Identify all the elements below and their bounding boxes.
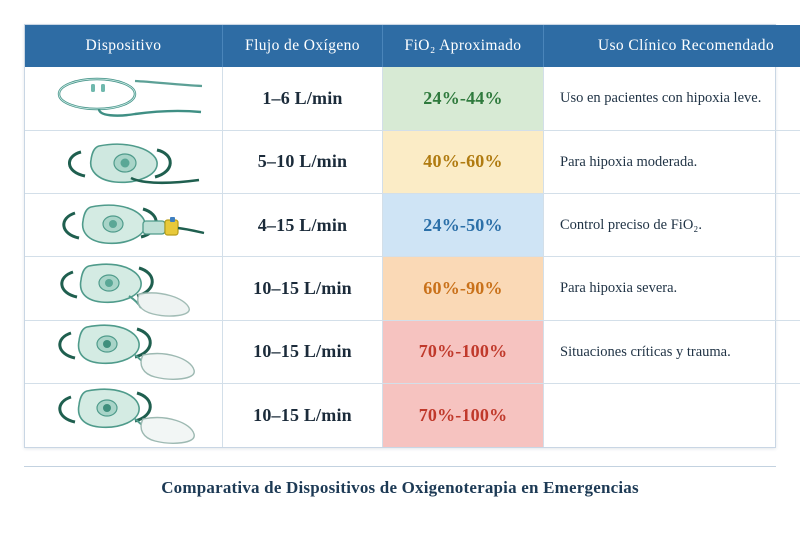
flow-value: 5–10 L/min (257, 151, 348, 172)
clinical-use-cell (544, 194, 800, 257)
device-cell (25, 257, 223, 320)
table-row (25, 257, 800, 320)
venturi-mask-icon (39, 197, 209, 253)
device-cell (25, 384, 223, 447)
flow-cell (223, 67, 383, 130)
fio2-cell (383, 320, 544, 383)
clinical-use-cell (544, 67, 800, 130)
device-cell (25, 67, 223, 130)
flow-value: 4–15 L/min (257, 214, 348, 235)
column-header-fio2: FiO₂ Aproximado (383, 25, 544, 67)
fio2-value: 70%-100% (383, 321, 543, 383)
figure-caption: Comparativa de Dispositivos de Oxigenoterapia en Emergencias (161, 478, 639, 497)
table-row (25, 194, 800, 257)
clinical-use-text: Uso en pacientes con hipoxia leve. (560, 89, 762, 106)
device-cell (25, 320, 223, 383)
flow-cell (223, 194, 383, 257)
nasal-cannula-icon (39, 70, 209, 126)
table-row (25, 384, 800, 447)
fio2-value: 70%-100% (383, 384, 543, 447)
table-row (25, 320, 800, 383)
fio2-cell (383, 257, 544, 320)
table-row (25, 130, 800, 193)
clinical-use-text: Para hipoxia severa. (560, 280, 678, 297)
device-cell (25, 130, 223, 193)
fio2-value: 24%-50% (383, 194, 543, 256)
fio2-value: 40%-60% (383, 131, 543, 193)
clinical-use-text: Situaciones críticas y trauma. (560, 343, 731, 360)
fio2-cell (383, 194, 544, 257)
clinical-use-cell (544, 320, 800, 383)
table-row (25, 67, 800, 130)
table-header (25, 25, 800, 67)
fio2-cell (383, 130, 544, 193)
non-rebreather-mask-icon (39, 323, 209, 381)
non-rebreather-mask-reservoir-icon (39, 387, 209, 445)
fio2-value: 60%-90% (383, 257, 543, 319)
comparison-table-container (24, 24, 776, 448)
column-header-flow: Flujo de Oxígeno (223, 25, 383, 67)
clinical-use-cell (544, 257, 800, 320)
flow-value: 10–15 L/min (253, 278, 352, 299)
flow-value: 10–15 L/min (253, 341, 352, 362)
table-body (25, 67, 800, 447)
column-header-device: Dispositivo (25, 25, 223, 67)
clinical-use-text: Control preciso de FiO₂. (560, 216, 702, 233)
flow-cell (223, 257, 383, 320)
fio2-cell (383, 384, 544, 447)
simple-oxygen-mask-icon (39, 134, 209, 190)
table-header-row (25, 25, 800, 67)
flow-cell (223, 130, 383, 193)
device-cell (25, 194, 223, 257)
partial-rebreather-mask-icon (39, 260, 209, 318)
fio2-value: 24%-44% (383, 67, 543, 130)
flow-value: 10–15 L/min (253, 405, 352, 426)
fio2-cell (383, 67, 544, 130)
flow-cell (223, 320, 383, 383)
clinical-use-text: Para hipoxia moderada. (560, 153, 698, 170)
flow-cell (223, 384, 383, 447)
clinical-use-cell (544, 384, 800, 447)
clinical-use-cell (544, 130, 800, 193)
flow-value: 1–6 L/min (262, 87, 343, 108)
caption-divider (24, 466, 776, 467)
comparison-table (25, 25, 800, 447)
column-header-clinical-use: Uso Clínico Recomendado (544, 25, 800, 67)
